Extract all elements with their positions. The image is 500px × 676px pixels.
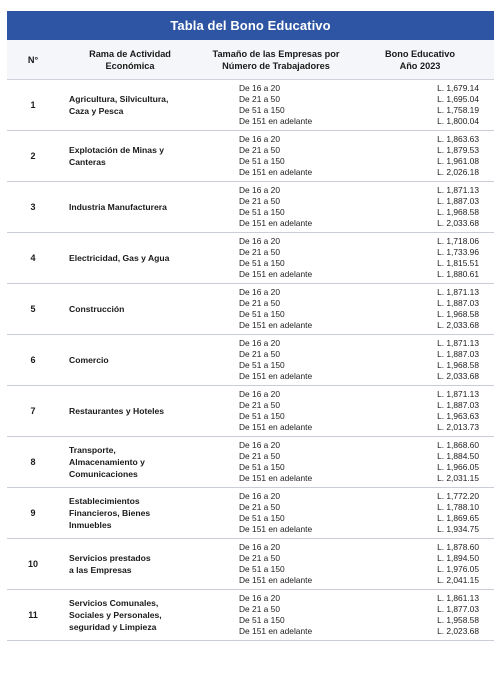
bono-amount: L. 1,879.53	[437, 144, 479, 155]
bono-amount: L. 1,963.63	[437, 411, 479, 421]
rama-line: Construcción	[69, 304, 125, 314]
rama-line: Financieros, Bienes	[69, 508, 151, 518]
bono-amount: L. 2,033.68	[437, 320, 479, 331]
bono-amount: L. 1,733.96	[437, 246, 479, 257]
row-rama	[59, 495, 239, 531]
size-range: De 51 a 150	[239, 411, 285, 421]
row-rama	[59, 303, 239, 315]
rama-line: Transporte,	[69, 445, 116, 455]
size-range: De 16 a 20	[239, 235, 280, 246]
bono-amount: L. 1,788.10	[437, 501, 479, 512]
bono-amount: L. 1,968.58	[437, 207, 479, 217]
row-number: 1	[30, 100, 36, 110]
size-range: De 21 a 50	[239, 399, 280, 410]
size-range: De 21 a 50	[239, 93, 280, 104]
bono-amount: L. 1,887.03	[437, 297, 479, 308]
row-rama	[59, 252, 239, 264]
bono-amount: L. 1,894.50	[437, 552, 479, 563]
row-rama	[59, 444, 239, 480]
row-sizes	[239, 287, 379, 332]
bono-amount: L. 1,718.06	[437, 235, 479, 246]
bono-amount: L. 2,033.68	[437, 218, 479, 229]
bono-amount: L. 1,861.13	[437, 592, 479, 603]
header-rama-line2: Económica	[105, 60, 155, 71]
rama-line: Establecimientos	[69, 496, 140, 506]
row-bonos	[379, 440, 479, 485]
bono-amount: L. 1,878.60	[437, 541, 479, 552]
size-range: De 51 a 150	[239, 360, 285, 370]
row-sizes	[239, 185, 379, 230]
row-sizes	[239, 542, 379, 587]
size-range: De 21 a 50	[239, 246, 280, 257]
bono-amount: L. 2,026.18	[437, 167, 479, 178]
rama-line: Canteras	[69, 157, 106, 167]
bono-amount: L. 1,815.51	[437, 258, 479, 268]
table-row	[7, 233, 494, 284]
table-row	[7, 131, 494, 182]
rama-line: Agricultura, Silvicultura,	[69, 94, 169, 104]
size-range: De 16 a 20	[239, 337, 280, 348]
header-tamano-line1: Tamaño de las Empresas por	[212, 48, 340, 59]
size-range: De 21 a 50	[239, 144, 280, 155]
rama-line: a las Empresas	[69, 565, 132, 575]
rama-line: Restaurantes y Hoteles	[69, 406, 165, 416]
bono-amount: L. 1,800.04	[437, 116, 479, 127]
bono-amount: L. 1,887.03	[437, 348, 479, 359]
row-number: 4	[30, 253, 36, 263]
size-range: De 51 a 150	[239, 564, 285, 574]
table-row	[7, 284, 494, 335]
size-range: De 151 en adelante	[239, 218, 313, 229]
row-sizes	[239, 491, 379, 536]
bono-amount: L. 1,871.13	[437, 286, 479, 297]
bono-amount: L. 1,968.58	[437, 309, 479, 319]
size-range: De 151 en adelante	[239, 473, 313, 484]
size-range: De 16 a 20	[239, 286, 280, 297]
size-range: De 16 a 20	[239, 388, 280, 399]
table-row	[7, 437, 494, 488]
row-sizes	[239, 593, 379, 638]
rama-line: seguridad y Limpieza	[69, 622, 157, 632]
size-range: De 51 a 150	[239, 513, 285, 523]
row-number: 2	[30, 151, 36, 161]
bono-amount: L. 1,880.61	[437, 269, 479, 280]
bono-amount: L. 1,869.65	[437, 513, 479, 523]
bono-amount: L. 1,695.04	[437, 93, 479, 104]
size-range: De 16 a 20	[239, 82, 280, 93]
size-range: De 51 a 150	[239, 462, 285, 472]
table-body	[7, 80, 494, 641]
header-bono-line2: Año 2023	[399, 60, 441, 71]
bono-amount: L. 2,041.15	[437, 575, 479, 586]
bono-amount: L. 1,877.03	[437, 603, 479, 614]
bono-amount: L. 1,961.08	[437, 156, 479, 166]
bono-amount: L. 1,758.19	[437, 105, 479, 115]
row-number: 7	[30, 406, 36, 416]
row-bonos	[379, 491, 479, 536]
rama-line: Servicios Comunales,	[69, 598, 159, 608]
bono-amount: L. 1,871.13	[437, 337, 479, 348]
size-range: De 51 a 150	[239, 207, 285, 217]
row-bonos	[379, 83, 479, 128]
bono-amount: L. 1,871.13	[437, 388, 479, 399]
row-number: 5	[30, 304, 36, 314]
row-sizes	[239, 134, 379, 179]
row-bonos	[379, 287, 479, 332]
size-range: De 151 en adelante	[239, 269, 313, 280]
size-range: De 151 en adelante	[239, 524, 313, 535]
rama-line: Industria Manufacturera	[69, 202, 167, 212]
table-row	[7, 182, 494, 233]
row-sizes	[239, 338, 379, 383]
size-range: De 151 en adelante	[239, 371, 313, 382]
bono-amount: L. 1,887.03	[437, 399, 479, 410]
size-range: De 151 en adelante	[239, 575, 313, 586]
size-range: De 151 en adelante	[239, 116, 313, 127]
row-bonos	[379, 542, 479, 587]
size-range: De 151 en adelante	[239, 167, 313, 178]
size-range: De 16 a 20	[239, 133, 280, 144]
size-range: De 151 en adelante	[239, 422, 313, 433]
size-range: De 16 a 20	[239, 592, 280, 603]
size-range: De 51 a 150	[239, 615, 285, 625]
size-range: De 51 a 150	[239, 105, 285, 115]
size-range: De 51 a 150	[239, 258, 285, 268]
rama-line: Sociales y Personales,	[69, 610, 162, 620]
size-range: De 21 a 50	[239, 195, 280, 206]
bono-amount: L. 1,863.63	[437, 133, 479, 144]
rama-line: Comercio	[69, 355, 109, 365]
size-range: De 21 a 50	[239, 603, 280, 614]
row-sizes	[239, 440, 379, 485]
row-number: 3	[30, 202, 36, 212]
rama-line: Electricidad, Gas y Agua	[69, 253, 170, 263]
row-number: 11	[28, 610, 38, 620]
rama-line: Almacenamiento y	[69, 457, 145, 467]
row-number: 10	[27, 559, 38, 569]
row-rama	[59, 405, 239, 417]
size-range: De 151 en adelante	[239, 320, 313, 331]
bono-amount: L. 1,976.05	[437, 564, 479, 574]
row-bonos	[379, 134, 479, 179]
row-bonos	[379, 236, 479, 281]
rama-line: Servicios prestados	[69, 553, 151, 563]
row-bonos	[379, 338, 479, 383]
row-sizes	[239, 83, 379, 128]
size-range: De 16 a 20	[239, 439, 280, 450]
size-range: De 16 a 20	[239, 184, 280, 195]
bono-amount: L. 1,871.13	[437, 184, 479, 195]
rama-line: Caza y Pesca	[69, 106, 124, 116]
bono-amount: L. 2,031.15	[437, 473, 479, 484]
bono-table	[7, 11, 494, 641]
row-number: 6	[30, 355, 36, 365]
header-tamano	[201, 48, 351, 72]
row-bonos	[379, 389, 479, 434]
size-range: De 16 a 20	[239, 541, 280, 552]
size-range: De 51 a 150	[239, 309, 285, 319]
table-row	[7, 488, 494, 539]
bono-amount: L. 1,772.20	[437, 490, 479, 501]
row-sizes	[239, 389, 379, 434]
header-tamano-line2: Número de Trabajadores	[222, 60, 330, 71]
row-sizes	[239, 236, 379, 281]
size-range: De 21 a 50	[239, 552, 280, 563]
size-range: De 21 a 50	[239, 501, 280, 512]
row-rama	[59, 597, 239, 633]
row-number: 8	[30, 457, 36, 467]
size-range: De 151 en adelante	[239, 626, 313, 637]
row-number: 9	[30, 508, 36, 518]
bono-amount: L. 1,679.14	[437, 82, 479, 93]
bono-amount: L. 1,884.50	[437, 450, 479, 461]
bono-amount: L. 2,013.73	[437, 422, 479, 433]
row-bonos	[379, 593, 479, 638]
rama-line: Inmuebles	[69, 520, 112, 530]
bono-amount: L. 2,023.68	[437, 626, 479, 637]
table-row	[7, 590, 494, 641]
table-row	[7, 335, 494, 386]
row-rama	[59, 354, 239, 366]
bono-amount: L. 1,968.58	[437, 360, 479, 370]
row-rama	[59, 201, 239, 213]
bono-amount: L. 2,033.68	[437, 371, 479, 382]
size-range: De 51 a 150	[239, 156, 285, 166]
header-rama-line1: Rama de Actividad	[89, 48, 171, 59]
row-rama	[59, 144, 239, 168]
bono-amount: L. 1,868.60	[437, 439, 479, 450]
bono-amount: L. 1,966.05	[437, 462, 479, 472]
header-bono	[351, 48, 489, 72]
bono-amount: L. 1,887.03	[437, 195, 479, 206]
table-row	[7, 80, 494, 131]
row-rama	[59, 552, 239, 576]
size-range: De 21 a 50	[239, 297, 280, 308]
header-rama	[59, 48, 201, 72]
bono-amount: L. 1,934.75	[437, 524, 479, 535]
rama-line: Comunicaciones	[69, 469, 138, 479]
header-number: N°	[27, 54, 39, 65]
row-bonos	[379, 185, 479, 230]
table-row	[7, 539, 494, 590]
size-range: De 21 a 50	[239, 450, 280, 461]
row-rama	[59, 93, 239, 117]
size-range: De 16 a 20	[239, 490, 280, 501]
size-range: De 21 a 50	[239, 348, 280, 359]
table-row	[7, 386, 494, 437]
header-bono-line1: Bono Educativo	[385, 48, 455, 59]
table-header	[7, 40, 494, 80]
table-title: Tabla del Bono Educativo	[7, 11, 494, 40]
rama-line: Explotación de Minas y	[69, 145, 165, 155]
bono-amount: L. 1,958.58	[437, 615, 479, 625]
